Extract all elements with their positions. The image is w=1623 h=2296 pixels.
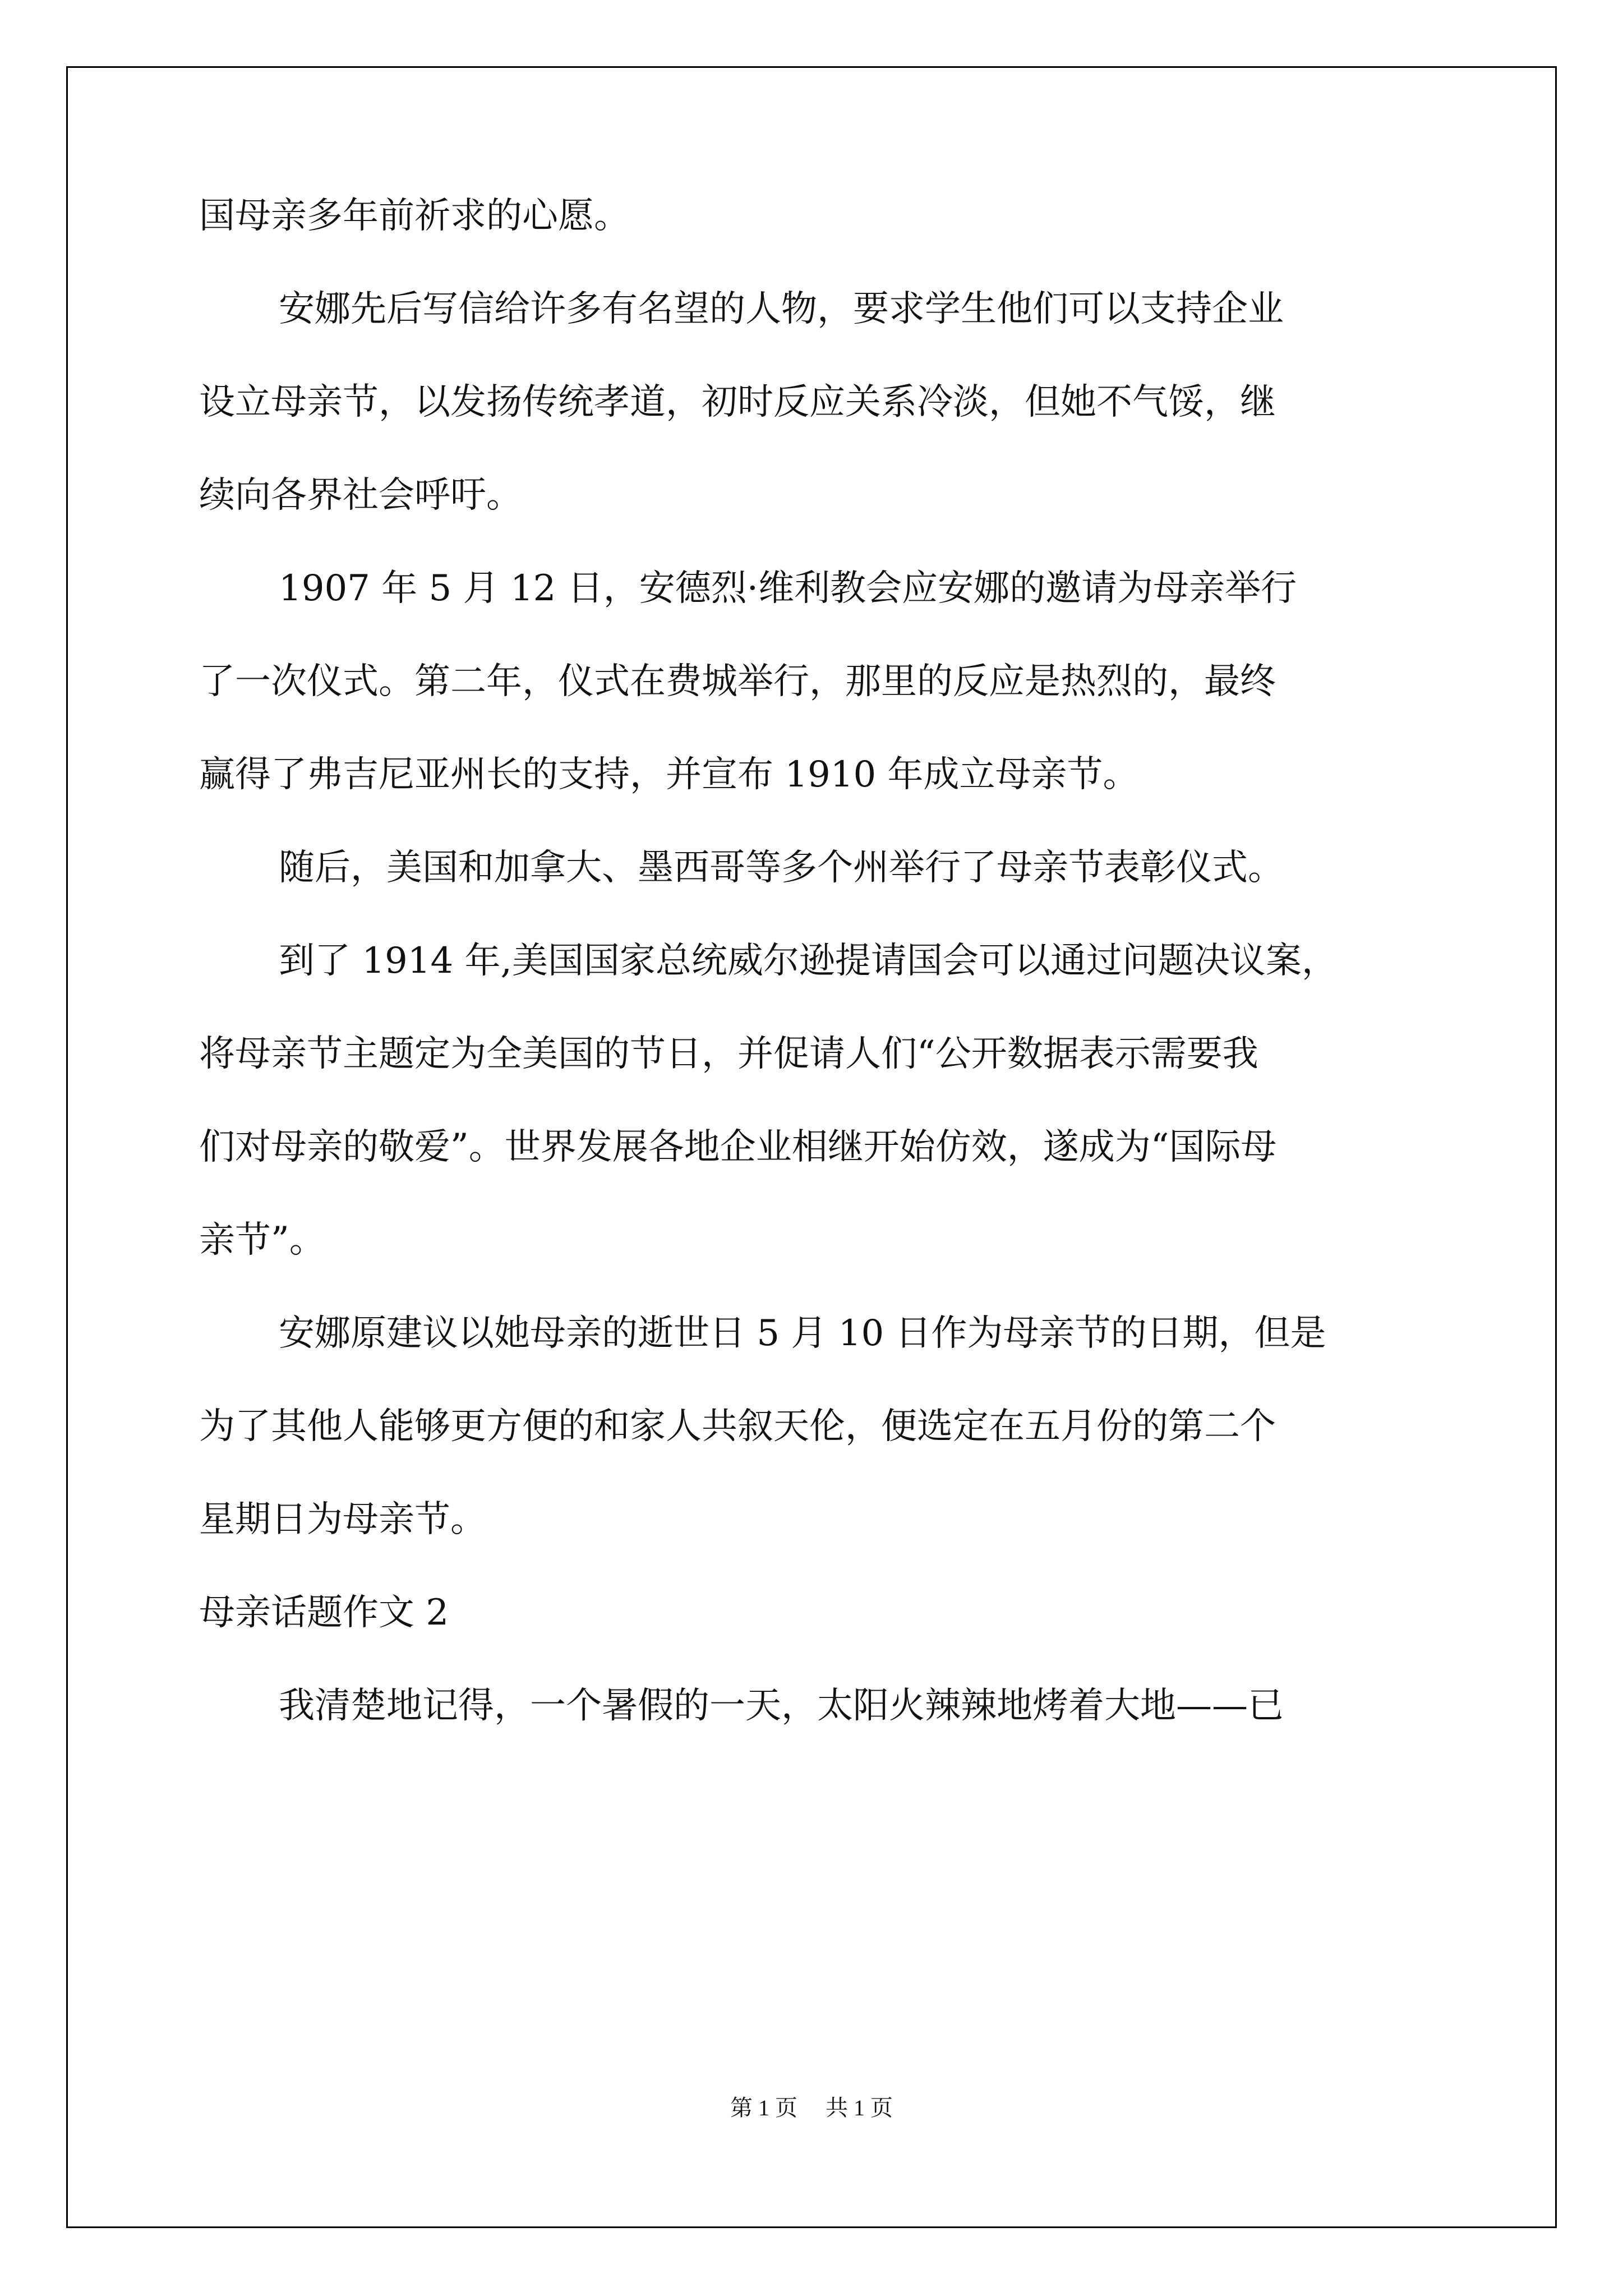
text-line: 续向各界社会呼吁。	[199, 475, 522, 516]
text-line: 我清楚地记得，一个暑假的一天，太阳火辣辣地烤着大地——已	[279, 1685, 1284, 1727]
text-line: 为了其他人能够更方便的和家人共叙天伦，便选定在五月份的第二个	[199, 1406, 1276, 1447]
section-heading: 母亲话题作文 2	[199, 1592, 449, 1634]
text-line: 星期日为母亲节。	[199, 1499, 486, 1540]
text-line: 亲节”。	[199, 1220, 325, 1261]
text-line: 了一次仪式。第二年，仪式在费城举行，那里的反应是热烈的，最终	[199, 661, 1276, 702]
text-line: 赢得了弗吉尼亚州长的支持，并宣布 1910 年成立母亲节。	[199, 754, 1139, 795]
text-line: 1907 年 5 月 12 日，安德烈·维利教会应安娜的邀请为母亲举行	[279, 568, 1297, 609]
text-line: 将母亲节主题定为全美国的节日，并促请人们“公开数据表示需要我	[199, 1033, 1258, 1075]
text-line: 国母亲多年前祈求的心愿。	[199, 195, 630, 237]
text-line: 设立母亲节，以发扬传统孝道，初时反应关系冷淡，但她不气馁，继	[199, 381, 1276, 423]
page-footer	[0, 2091, 1623, 2125]
text-line: 们对母亲的敬爱”。世界发展各地企业相继开始仿效，遂成为“国际母	[199, 1126, 1277, 1168]
text-line: 随后，美国和加拿大、墨西哥等多个州举行了母亲节表彰仪式。	[279, 847, 1284, 889]
text-line: 安娜原建议以她母亲的逝世日 5 月 10 日作为母亲节的日期，但是	[279, 1313, 1326, 1354]
text-line: 安娜先后写信给许多有名望的人物，要求学生他们可以支持企业	[279, 288, 1284, 330]
page-total: 共 1 页	[826, 2095, 893, 2120]
text-line: 到了 1914 年,美国国家总统威尔逊提请国会可以通过问题决议案，	[279, 940, 1338, 982]
page-number: 第 1 页	[730, 2095, 797, 2120]
